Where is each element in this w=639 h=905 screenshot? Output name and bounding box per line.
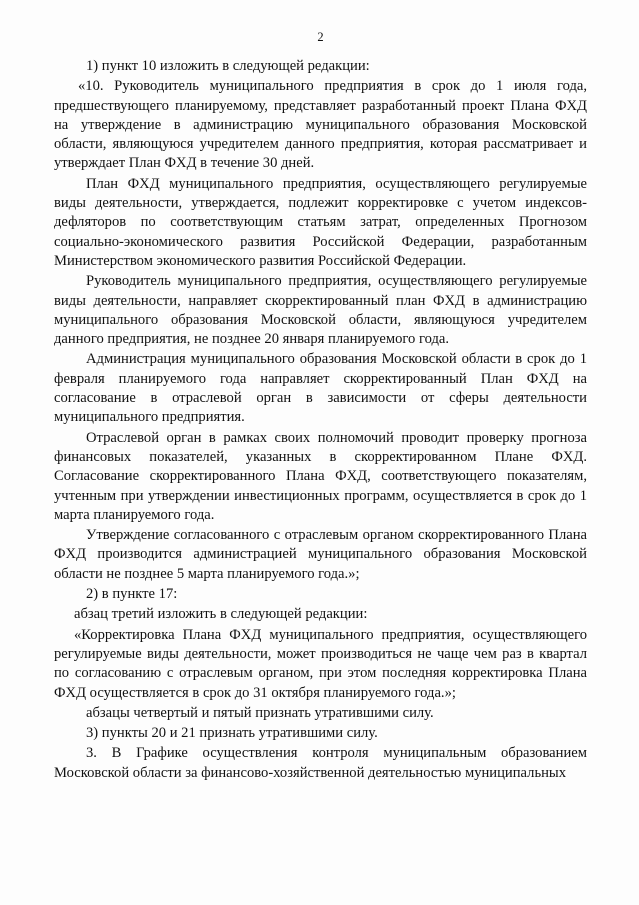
paragraph-item-1: 1) пункт 10 изложить в следующей редакции: bbox=[86, 58, 370, 74]
paragraph-item-2: 2) в пункте 17: bbox=[86, 586, 178, 603]
paragraph-point-10: «10. Руководитель муниципального предприятия в срок до 1 июля года, предшествующего планируемому, представляет разработанный проект Плана ФХД на утверждение в администрацию муниципального образования Московской области, являющуюся учредителем данного предприятия, которая рассматривает и утверждает План ФХД в течение 30 дней. bbox=[54, 78, 587, 172]
paragraph-director-submission: Руководитель муниципального предприятия, осуществляющего регулируемые виды деятельности, направляет скорректированный план ФХД в администрацию муниципального образования Московской области, являющуюся учредителем данного предприятия, не позднее 20 января планируемого года. bbox=[54, 273, 587, 348]
paragraph-administration-approval: Администрация муниципального образования Московской области в срок до 1 февраля планируемого года направляет скорректированный План ФХД на согласование в отраслевой орган в зависимости от сферы деятельности муниципального предприятия. bbox=[54, 351, 587, 426]
paragraph-section-3: 3. В Графике осуществления контроля муниципальным образованием Московской области за финансово-хозяйственной деятельностью муниципальных bbox=[54, 745, 587, 781]
page-number: 2 bbox=[317, 30, 324, 44]
paragraph-correction-quote: «Корректировка Плана ФХД муниципального предприятия, осуществляющего регулируемые виды деятельности, может производиться не чаще чем раз в квартал по согласованию с отраслевым органом, при этом последняя корректировка Плана ФХД осуществляется в срок до 31 октября планируемого года.»; bbox=[54, 626, 587, 701]
paragraph-item-3: 3) пункты 20 и 21 признать утратившими силу. bbox=[86, 725, 378, 742]
paragraph-third-abzac: абзац третий изложить в следующей редакции: bbox=[74, 606, 368, 623]
paragraph-final-approval: Утверждение согласованного с отраслевым органом скорректированного Плана ФХД производится администрацией муниципального образования Московской области не позднее 5 марта планируемого года.»; bbox=[54, 527, 587, 582]
paragraph-plan-indexation: План ФХД муниципального предприятия, осуществляющего регулируемые виды деятельности, утверждается, подлежит корректировке с учетом индексов-дефляторов по соответствующим статьям затрат, определенных Прогнозом социально-экономического развития Российской Федерации, разработанным Министерством экономического развития Российской Федерации. bbox=[54, 175, 587, 269]
paragraph-fourth-fifth-abzac: абзацы четвертый и пятый признать утратившими силу. bbox=[86, 704, 434, 721]
paragraph-sector-review: Отраслевой орган в рамках своих полномочий проводит проверку прогноза финансовых показателей, указанных в скорректированном Плане ФХД. Согласование скорректированного Плана ФХД, соответствующего показателям, учтенным при утверждении инвестиционных программ, осуществляется в срок до 1 марта планируемого года. bbox=[54, 429, 587, 523]
